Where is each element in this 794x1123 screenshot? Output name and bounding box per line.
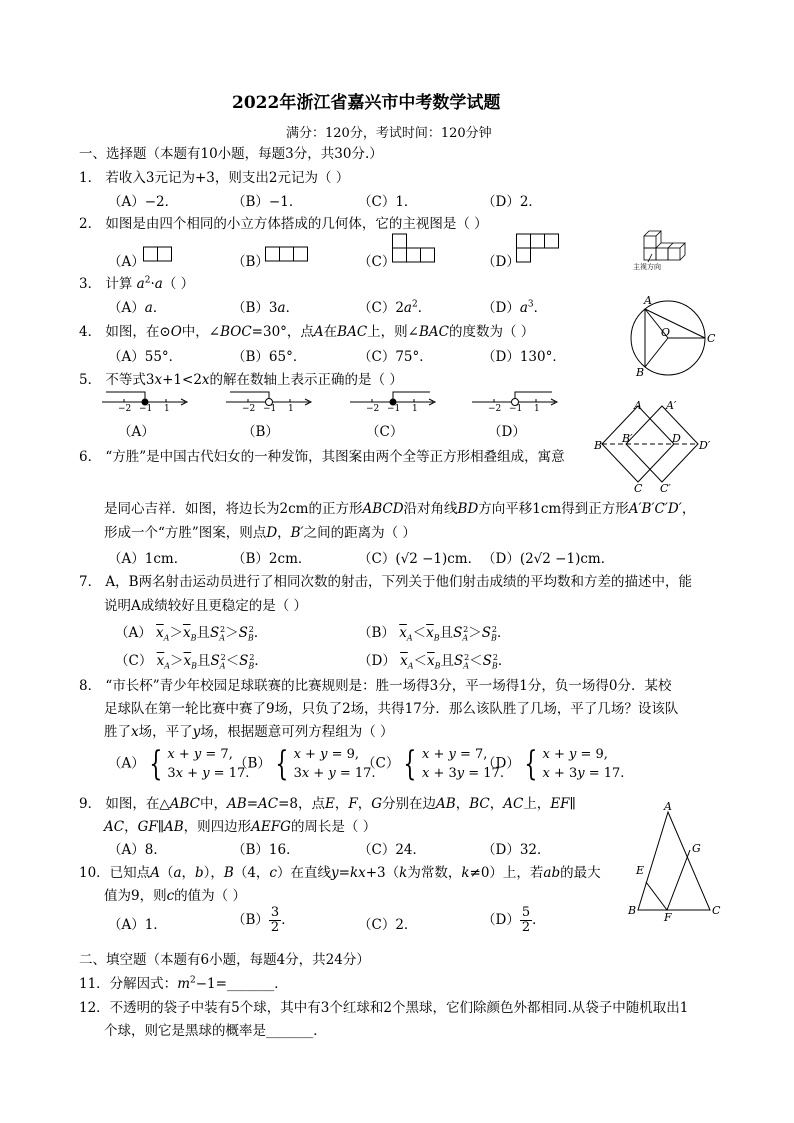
q2-option-c: （C）: [358, 254, 396, 270]
q9-option-b: （B）16．: [232, 842, 300, 858]
q9-option-a: （A）8．: [108, 842, 167, 858]
q2-option-b-figure: [265, 246, 309, 262]
question-1-stem: 1． 若收入3元记为+3，则支出2元记为（ ）: [79, 170, 350, 186]
q2-option-a: （A）: [108, 254, 145, 270]
q5-number-lines: [100, 384, 560, 420]
q3-option-b: （B）3a．: [232, 300, 300, 316]
question-7-line2: 说明A成绩较好且更稳定的是（ ）: [104, 598, 308, 614]
question-11: 11．分解因式：$m^2-1=\_\_\_\_\_\_\_$．: [79, 975, 288, 992]
nl-b-m1: −1: [263, 404, 277, 414]
q6-option-b: （B）2cm．: [232, 551, 312, 567]
question-8-line2: 足球队在第一轮比赛中赛了9场，只负了2场，共得17分．那么该队胜了几场，平了几场？设该队: [104, 701, 679, 717]
nl-d-m1: −1: [509, 404, 523, 414]
q6-option-c: （C）(√2 −1)cm．: [358, 551, 482, 567]
question-4-stem: 4． 如图，在⊙O中，∠BOC=30°，点A在BAC上，则∠BAC的度数为（ ）: [79, 324, 535, 340]
q6-option-d: （D）(2√2 −1)cm．: [482, 551, 615, 567]
q10-option-d-label: （D）: [482, 912, 520, 928]
q9-triangle-figure: [624, 800, 724, 922]
nl-a-m1: −1: [139, 404, 153, 414]
q1-option-b: （B）−1．: [232, 194, 303, 210]
nl-b-p1: 1: [288, 404, 294, 414]
section-heading-1: 一、选择题（本题有10小题，每题3分，共30分.）: [79, 146, 383, 162]
q6-fangsheng-figure: [594, 396, 724, 496]
q1-option-a: （A）−2．: [108, 194, 179, 210]
q7-option-d: （D） $\overline{x}_A<\overline{x}_B$且$S_A^2<S_B^2$．: [358, 652, 512, 671]
section-heading-2: 二、填空题（本题有6小题，每题4分，共24分）: [79, 952, 370, 968]
q2-option-d-figure: [516, 233, 560, 263]
question-9-stem: 9． 如图，在△ABC中，AB=AC=8，点E，F，G分别在边AB，BC，AC上，EF∥: [79, 796, 576, 812]
svg-text:C: C: [634, 482, 643, 495]
q10-option-d: （D） $\frac{5}{2}$ ．: [482, 905, 546, 935]
question-8-line3: 胜了x场，平了y场，根据题意可列方程组为（ ）: [104, 724, 394, 740]
q4-option-c: （C）75°．: [358, 349, 433, 365]
svg-text:G: G: [692, 842, 701, 855]
q6-option-a: （A）1cm．: [108, 551, 188, 567]
svg-text:O: O: [661, 326, 671, 339]
q2-option-c-figure: [392, 233, 436, 263]
q10-option-b: （B） $\frac{3}{2}$ ．: [232, 905, 295, 935]
svg-text:A: A: [644, 294, 652, 307]
svg-text:F: F: [664, 911, 672, 924]
svg-text:A′: A′: [666, 399, 677, 412]
question-8-stem: 8． “市长杯”青少年校园足球联赛的比赛规则是：胜一场得3分，平一场得1分，负一场得0分．某校: [79, 678, 672, 694]
question-6-line3: 形成一个“方胜”图案，则点D，B′之间的距离为（ ）: [104, 525, 416, 541]
q9-option-d: （D）32．: [482, 842, 551, 858]
question-12-line2: 个球，则它是黑球的概率是_______．: [104, 1023, 327, 1039]
question-12-line1: 12．不透明的袋子中装有5个球，其中有3个红球和2个黑球，它们除颜色外都相同.从袋子中随机取出1: [79, 1000, 689, 1016]
q8-option-a: （A） { x + y = 7, 3x + y = 17.: [108, 744, 250, 784]
q3-option-d: $(D)a^3$．: [482, 299, 548, 316]
question-3-stem: 3． 计算 $a^2\cdot a$（ ）: [79, 275, 195, 292]
svg-text:D′: D′: [699, 439, 711, 452]
q1-option-d: （D）2．: [482, 194, 542, 210]
nl-d-m2: −2: [488, 404, 502, 414]
q2-view-direction-label: 主视方向: [633, 263, 661, 271]
svg-text:B: B: [636, 366, 645, 379]
nl-a-p1: 1: [164, 404, 170, 414]
nl-b-m2: −2: [242, 404, 256, 414]
q10-option-a: （A）1．: [108, 917, 167, 933]
q3-option-c: $(C)2a^2$．: [358, 299, 432, 316]
q4-circle-figure: [626, 292, 726, 382]
svg-text:D: D: [672, 432, 681, 445]
q7-option-c: （C） $\overline{x}_A>\overline{x}_B$且$S_A^2<S_B^2$．: [115, 652, 268, 671]
q2-option-d: （D）: [482, 254, 520, 270]
question-6-line2: 是同心吉祥．如图，将边长为2cm的正方形ABCD沿对角线BD方向平移1cm得到正方形A′B′C′D′，: [104, 501, 696, 517]
nl-d-p1: 1: [534, 404, 540, 414]
question-6-stem: 6． “方胜”是中国古代妇女的一种发饰，其图案由两个全等正方形相叠组成，寓意: [79, 449, 565, 465]
q9-option-c: （C）24．: [358, 842, 427, 858]
nl-a-m2: −2: [118, 404, 132, 414]
question-7-stem: 7． A，B两名射击运动员进行了相同次数的射击，下列关于他们射击成绩的平均数和方差的描述中，能: [79, 574, 693, 590]
q7-option-b: （B） $\overline{x}_A<\overline{x}_B$且$S_A^2>S_B^2$．: [358, 624, 511, 643]
question-5-stem: 5． 不等式3x+1<2x的解在数轴上表示正确的是（ ）: [79, 372, 403, 388]
svg-text:C′: C′: [660, 482, 671, 495]
q8-option-c: （C） { x + y = 7, x + 3y = 17.: [362, 744, 504, 784]
svg-text:B: B: [594, 439, 603, 452]
q5-option-a: （A）: [118, 424, 155, 440]
page-subtitle: 满分：120分，考试时间：120分钟: [286, 126, 492, 141]
q2-option-a-figure: [143, 246, 173, 262]
q8-option-b: （B） { x + y = 9, 3x + y = 17.: [234, 744, 376, 784]
svg-text:A: A: [634, 399, 642, 412]
q10-option-c: （C）2．: [358, 917, 418, 933]
q10-option-b-label: （B）: [232, 912, 269, 928]
svg-text:C: C: [707, 332, 716, 345]
q5-option-c: （C）: [366, 424, 404, 440]
q5-option-b: （B）: [242, 424, 279, 440]
q8-option-d: （D） { x + y = 9, x + 3y = 17.: [482, 744, 625, 784]
q7-option-a: （A） $\overline{x}_A>\overline{x}_B$且$S_A^2>S_B^2$．: [115, 624, 268, 643]
q4-option-a: （A）55°．: [108, 349, 183, 365]
question-10-line2: 值为9，则c的值为（ ）: [104, 888, 246, 904]
nl-c-m2: −2: [366, 404, 380, 414]
nl-c-p1: 1: [412, 404, 418, 414]
question-2-stem: 2． 如图是由四个相同的小立方体搭成的几何体，它的主视图是（ ）: [79, 216, 488, 232]
question-9-line2: AC，GF∥AB，则四边形AEFG的周长是（ ）: [104, 819, 377, 835]
svg-text:B: B: [628, 904, 637, 917]
svg-text:A: A: [664, 800, 672, 813]
q4-option-d: （D）130°．: [482, 349, 566, 365]
q5-option-d: （D）: [488, 424, 526, 440]
nl-c-m1: −1: [387, 404, 401, 414]
q1-option-c: （C）1．: [358, 194, 418, 210]
question-10-stem: 10．已知点A（a，b），B（4，c）在直线y=kx+3（k为常数，k≠0）上，若ab的最大: [79, 865, 601, 881]
svg-text:B′: B′: [622, 432, 633, 445]
q2-option-b: （B）: [232, 254, 269, 270]
page-title: 2022年浙江省嘉兴市中考数学试题: [232, 93, 501, 113]
q2-solid-figure: [634, 226, 694, 262]
q4-option-b: （B）65°．: [232, 349, 307, 365]
svg-text:C: C: [712, 904, 721, 917]
svg-text:E: E: [636, 864, 645, 877]
q3-option-a: （A）a．: [108, 300, 167, 316]
